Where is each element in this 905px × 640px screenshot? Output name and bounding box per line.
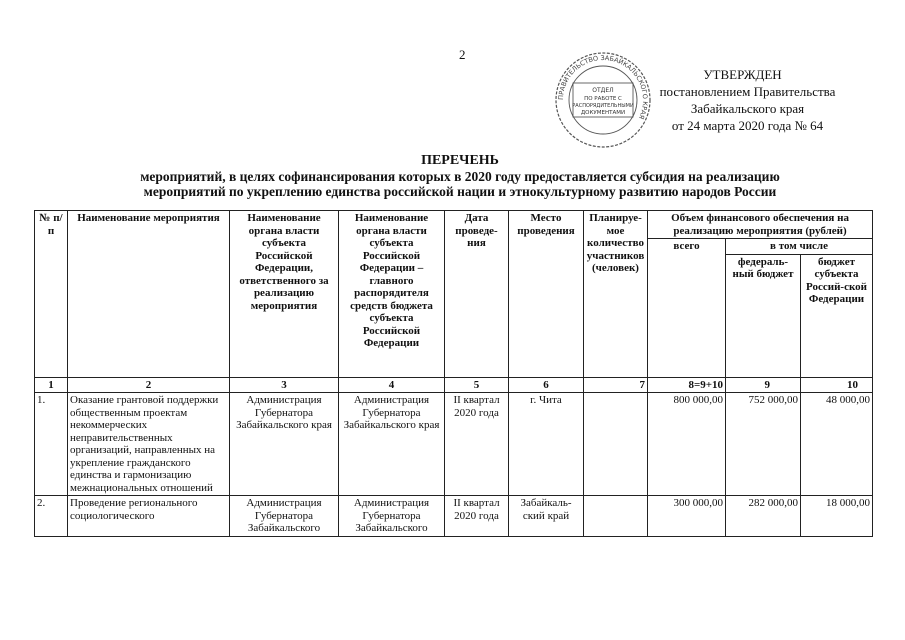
column-number-row xyxy=(35,377,873,393)
page-number: 2 xyxy=(459,47,466,62)
header-total: всего xyxy=(648,239,726,378)
row-place: г. Чита xyxy=(509,393,584,496)
approval-title: УТВЕРЖДЕН xyxy=(703,67,782,82)
approval-block xyxy=(640,66,855,134)
header-participants: Планируе-мое количество участников (человек) xyxy=(584,211,648,378)
table-row xyxy=(35,496,873,537)
row-name: Оказание грантовой поддержки общественным проектам некоммерческих неправительственных организаций, направленных на укрепление гражданского единства и гармонизацию межнациональных отношений xyxy=(68,393,230,496)
row-participants xyxy=(584,393,648,496)
row-federal: 752 000,00 xyxy=(726,393,801,496)
row-name: Проведение регионального социологического xyxy=(68,496,230,537)
document-title xyxy=(60,153,860,200)
row-num: 1. xyxy=(35,393,68,496)
row-total: 800 000,00 xyxy=(648,393,726,496)
stamp-line-4: ДОКУМЕНТАМИ xyxy=(580,110,626,116)
row-manager: Администрация Губернатора Забайкальского xyxy=(339,496,445,537)
stamp-line-1: ОТДЕЛ xyxy=(592,87,614,94)
column-number: 10 xyxy=(801,377,873,393)
title-heading: ПЕРЕЧЕНЬ xyxy=(421,153,499,168)
approval-region: Забайкальского края xyxy=(690,101,805,116)
stamp-ring-text: ПРАВИТЕЛЬСТВО ЗАБАЙКАЛЬСКОГО КРАЯ xyxy=(556,53,650,121)
row-responsible: Администрация Губернатора Забайкальского xyxy=(230,496,339,537)
column-number: 1 xyxy=(35,377,68,393)
column-number: 4 xyxy=(339,377,445,393)
header-num: № п/п xyxy=(35,211,68,378)
column-number: 5 xyxy=(445,377,509,393)
stamp-line-3: РАСПОРЯДИТЕЛЬНЫМИ xyxy=(572,103,634,109)
header-regional: бюджет субъекта Россий-ской Федерации xyxy=(801,254,873,377)
row-num: 2. xyxy=(35,496,68,537)
row-regional: 18 000,00 xyxy=(801,496,873,537)
header-manager: Наименование органа власти субъекта Российской Федерации – главного распорядителя средств бюджета субъекта Российской Федерации xyxy=(339,211,445,378)
official-stamp xyxy=(553,50,653,150)
header-funding: Объем финансового обеспечения на реализацию мероприятия (рублей) xyxy=(648,211,873,239)
approval-resolution: постановлением Правительства xyxy=(659,84,836,99)
row-manager: Администрация Губернатора Забайкальского края xyxy=(339,393,445,496)
column-number: 3 xyxy=(230,377,339,393)
table-row xyxy=(35,393,873,496)
row-date: II квартал 2020 года xyxy=(445,496,509,537)
header-including: в том числе xyxy=(726,239,873,255)
column-number: 7 xyxy=(584,377,648,393)
header-responsible: Наименование органа власти субъекта Российской Федерации, ответственного за реализацию мероприятия xyxy=(230,211,339,378)
row-responsible: Администрация Губернатора Забайкальского края xyxy=(230,393,339,496)
header-name: Наименование мероприятия xyxy=(68,211,230,378)
row-participants xyxy=(584,496,648,537)
events-table xyxy=(34,210,873,537)
header-date: Дата проведе-ния xyxy=(445,211,509,378)
header-place: Место проведения xyxy=(509,211,584,378)
stamp-line-2: ПО РАБОТЕ С xyxy=(584,96,622,102)
row-federal: 282 000,00 xyxy=(726,496,801,537)
column-number: 2 xyxy=(68,377,230,393)
row-date: II квартал 2020 года xyxy=(445,393,509,496)
title-line-3: мероприятий по укреплению единства российской нации и этнокультурному развитию народов России xyxy=(143,184,777,199)
column-number: 9 xyxy=(726,377,801,393)
row-place: Забайкаль-ский край xyxy=(509,496,584,537)
title-line-2: мероприятий, в целях софинансирования которых в 2020 году предоставляется субсидия на реализацию xyxy=(140,168,780,184)
row-total: 300 000,00 xyxy=(648,496,726,537)
row-regional: 48 000,00 xyxy=(801,393,873,496)
column-number: 6 xyxy=(509,377,584,393)
approval-date: от 24 марта 2020 года № 64 xyxy=(671,118,824,133)
header-federal: федераль-ный бюджет xyxy=(726,254,801,377)
column-number: 8=9+10 xyxy=(648,377,726,393)
